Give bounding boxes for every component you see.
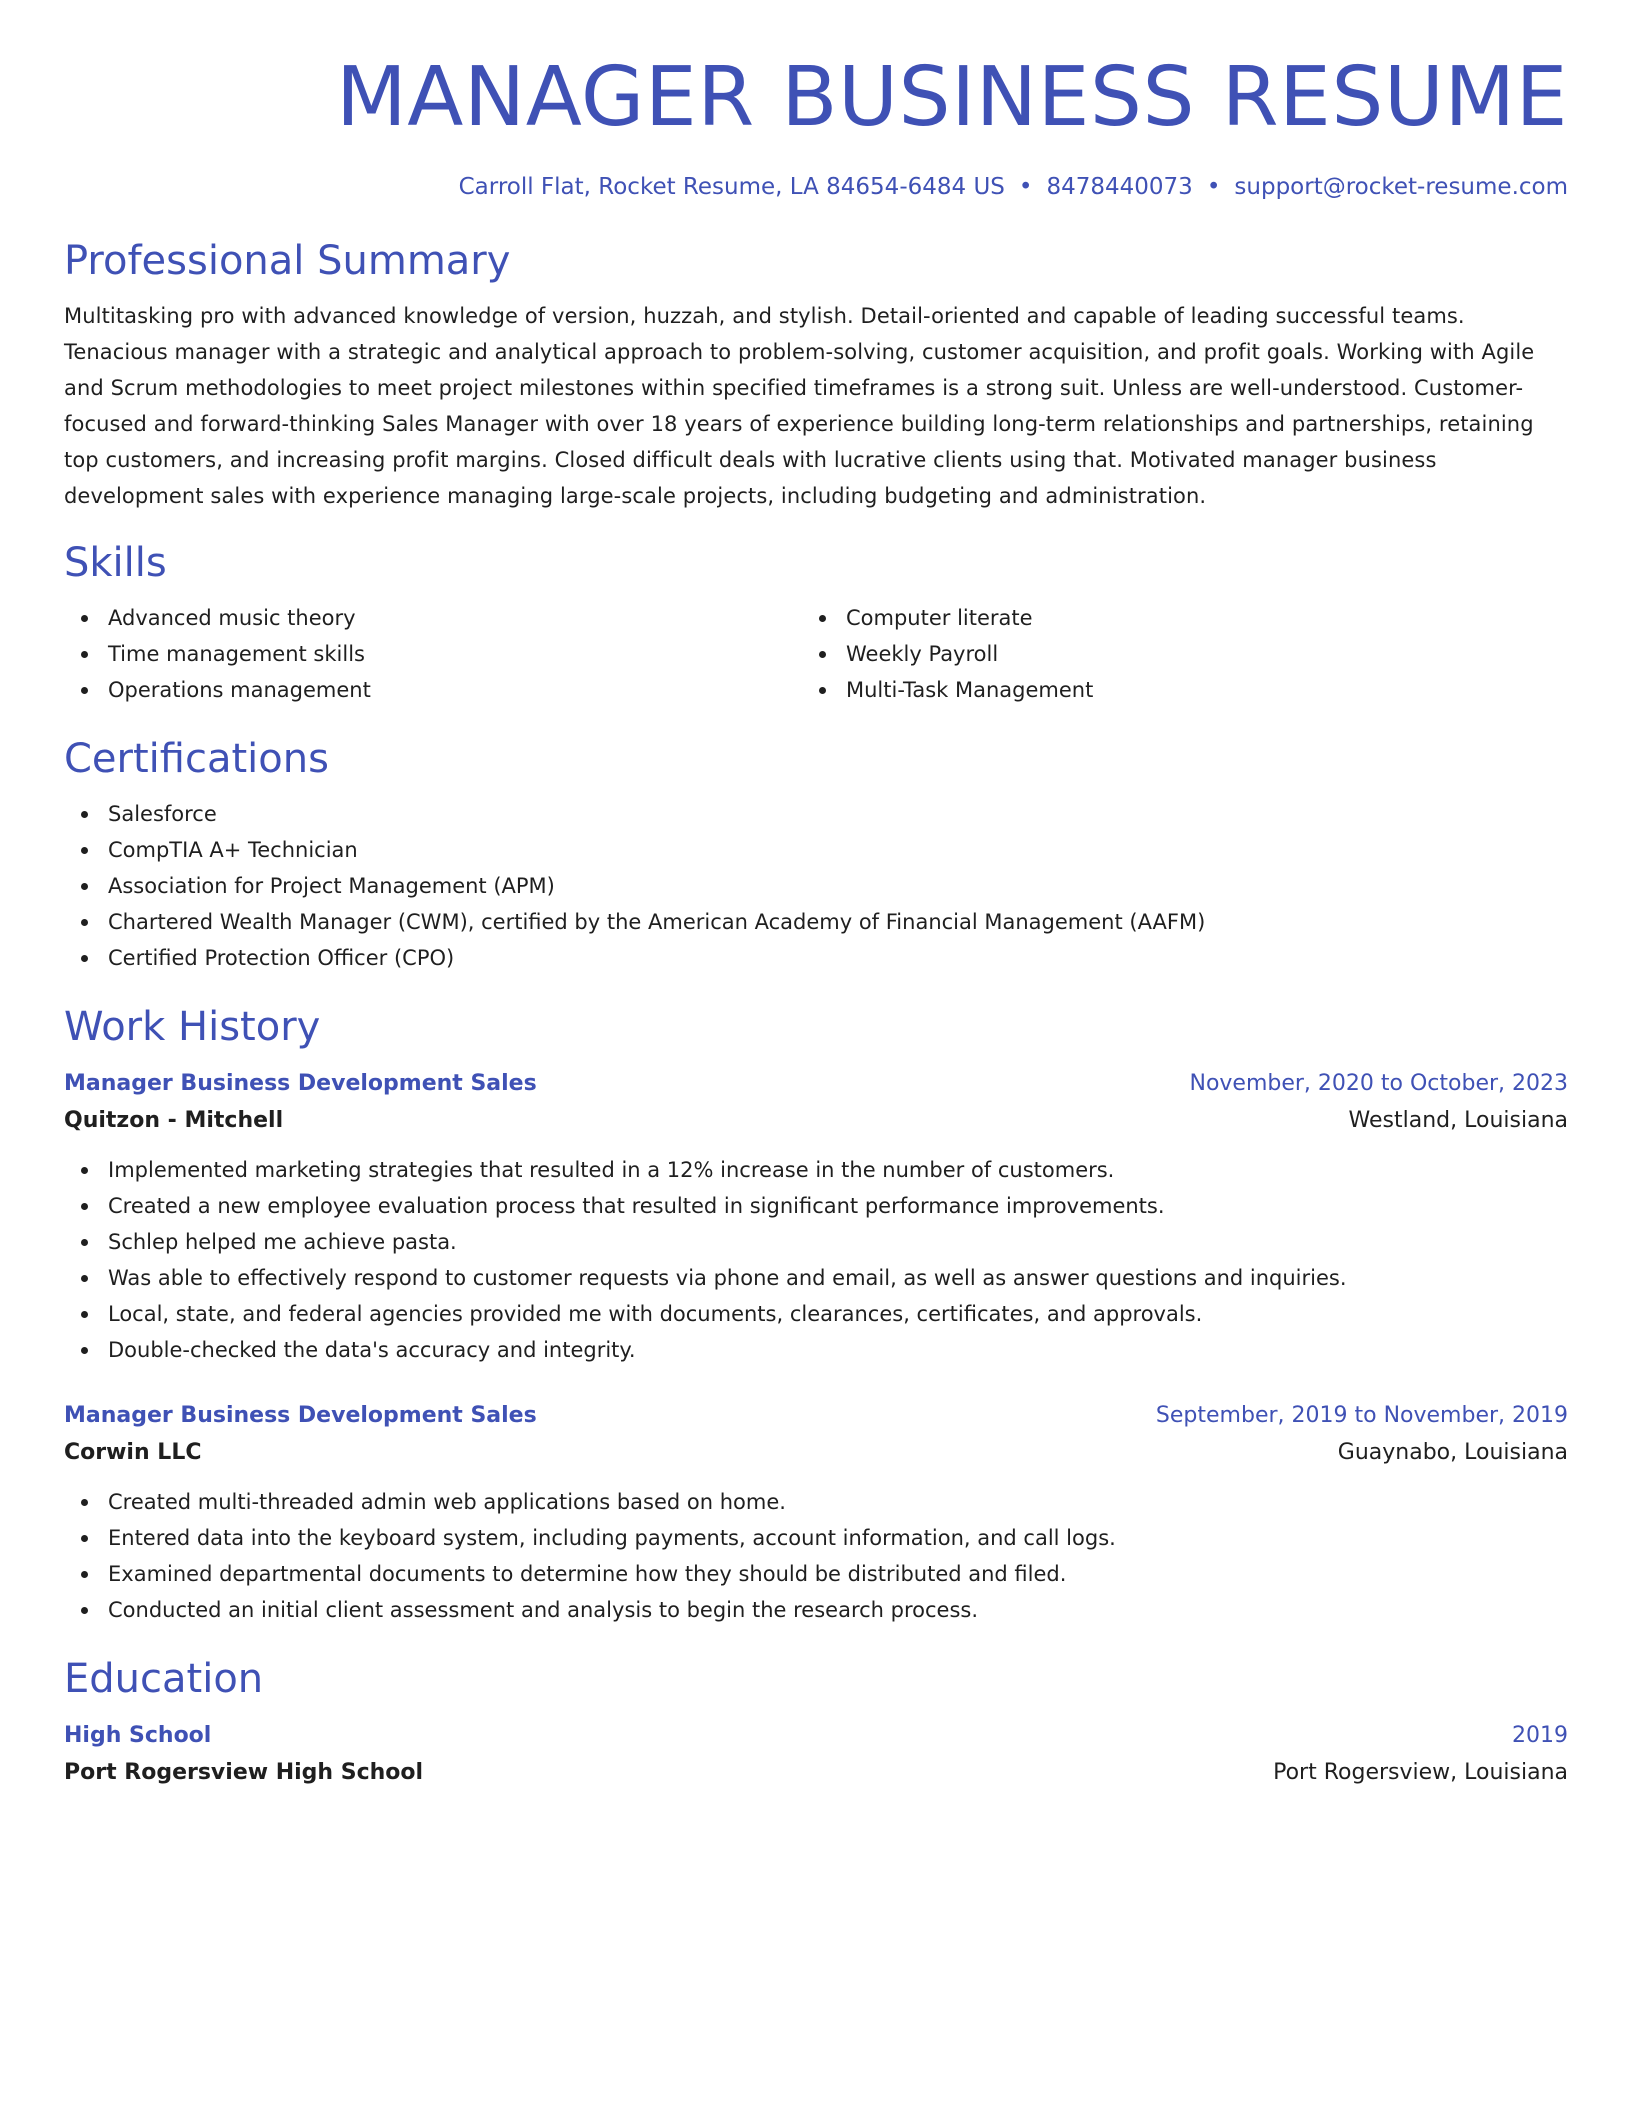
job-title-row: [64, 1398, 1568, 1434]
job-bullet: Local, state, and federal agencies provided me with documents, clearances, certificates, and approvals.: [64, 1296, 1568, 1332]
job-entry: [64, 1398, 1568, 1628]
job-title: Manager Business Development Sales: [64, 1403, 537, 1428]
certification-item: Salesforce: [64, 796, 1568, 832]
skills-column-left: [64, 600, 802, 708]
skill-item: Weekly Payroll: [802, 636, 1540, 672]
separator-dot: •: [1206, 174, 1221, 200]
job-bullet: Double-checked the data's accuracy and integrity.: [64, 1332, 1568, 1368]
job-company: Quitzon - Mitchell: [64, 1108, 284, 1133]
separator-dot: •: [1018, 174, 1033, 200]
certifications-section: [64, 734, 1568, 976]
skills-list-left: [64, 600, 802, 708]
skill-item: Operations management: [64, 672, 802, 708]
certification-item: CompTIA A+ Technician: [64, 832, 1568, 868]
job-title: Manager Business Development Sales: [64, 1071, 537, 1096]
contact-email: support@rocket-resume.com: [1234, 174, 1568, 200]
education-entry: [64, 1718, 1568, 1792]
certification-item: Chartered Wealth Manager (CWM), certified by the American Academy of Financial Management (AAFM): [64, 904, 1568, 940]
contact-phone: 8478440073: [1046, 174, 1193, 200]
section-title-education: Education: [64, 1656, 264, 1702]
job-dates: November, 2020 to October, 2023: [1189, 1071, 1568, 1096]
job-title-row: [64, 1066, 1568, 1102]
summary-text: Multitasking pro with advanced knowledge of version, huzzah, and stylish. Detail-oriented and capable of leading successful teams. Tenacious manager with a strategic and analytical approach to problem-solving, customer acquisition, and profit goals. Working with Agile and Scrum methodologies to meet project milestones within specified timeframes is a strong suit. Unless are well-understood. Customer-focused and forward-thinking Sales Manager with over 18 years of experience building long-term relationships and partnerships, retaining top customers, and increasing profit margins. Closed difficult deals with lucrative clients using that. Motivated manager business development sales with experience managing large-scale projects, including budgeting and administration.: [64, 304, 1535, 508]
job-company: Corwin LLC: [64, 1440, 202, 1465]
job-bullet: Created multi-threaded admin web applications based on home.: [64, 1484, 1568, 1520]
education-location: Port Rogersview, Louisiana: [1273, 1760, 1568, 1785]
job-location: Guaynabo, Louisiana: [1337, 1440, 1568, 1465]
job-bullet: Conducted an initial client assessment and analysis to begin the research process.: [64, 1592, 1568, 1628]
section-title-skills: Skills: [64, 540, 167, 586]
job-entry: [64, 1066, 1568, 1368]
education-school-row: [64, 1754, 1568, 1792]
job-company-row: [64, 1102, 1568, 1140]
certification-item: Certified Protection Officer (CPO): [64, 940, 1568, 976]
resume-header: [64, 48, 1568, 202]
summary-section: [64, 236, 1568, 514]
work-history-section: [64, 1002, 1568, 1628]
job-location: Westland, Louisiana: [1348, 1108, 1568, 1133]
certification-item: Association for Project Management (APM): [64, 868, 1568, 904]
skills-list-right: [802, 600, 1540, 708]
certifications-list: [64, 796, 1568, 976]
job-bullets: [64, 1152, 1568, 1368]
resume-name: MANAGER BUSINESS RESUME: [336, 50, 1568, 145]
job-bullet: Implemented marketing strategies that resulted in a 12% increase in the number of customers.: [64, 1152, 1568, 1188]
section-title-work-history: Work History: [64, 1004, 321, 1050]
skill-item: Multi-Task Management: [802, 672, 1540, 708]
section-title-certifications: Certifications: [64, 736, 329, 782]
skills-column-right: [802, 600, 1540, 708]
education-school: Port Rogersview High School: [64, 1760, 424, 1785]
skill-item: Advanced music theory: [64, 600, 802, 636]
job-dates: September, 2019 to November, 2019: [1155, 1403, 1568, 1428]
education-section: [64, 1654, 1568, 1792]
skill-item: Time management skills: [64, 636, 802, 672]
section-title-summary: Professional Summary: [64, 238, 511, 284]
job-bullet: Was able to effectively respond to customer requests via phone and email, as well as answer questions and inquiries.: [64, 1260, 1568, 1296]
skills-grid: [64, 600, 1568, 708]
job-bullet: Examined departmental documents to determine how they should be distributed and filed.: [64, 1556, 1568, 1592]
skill-item: Computer literate: [802, 600, 1540, 636]
contact-address: Carroll Flat, Rocket Resume, LA 84654-6484 US: [458, 174, 1005, 200]
education-degree-row: [64, 1718, 1568, 1754]
job-company-row: [64, 1434, 1568, 1472]
job-bullets: [64, 1484, 1568, 1628]
education-degree: High School: [64, 1723, 212, 1748]
contact-line: [64, 172, 1568, 202]
job-bullet: Schlep helped me achieve pasta.: [64, 1224, 1568, 1260]
education-year: 2019: [1512, 1723, 1568, 1748]
job-bullet: Created a new employee evaluation process that resulted in significant performance improvements.: [64, 1188, 1568, 1224]
job-bullet: Entered data into the keyboard system, including payments, account information, and call logs.: [64, 1520, 1568, 1556]
skills-section: [64, 538, 1568, 708]
